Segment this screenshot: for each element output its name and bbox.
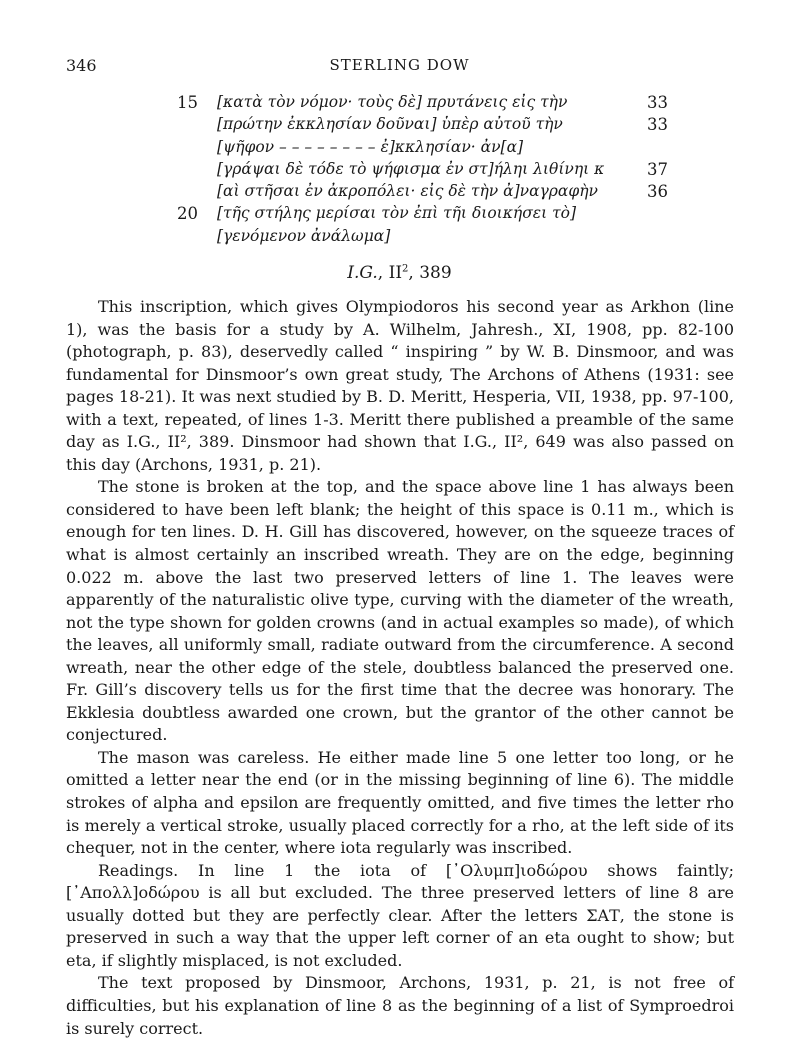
letter-count: 36 <box>647 182 668 202</box>
section-heading: I.G., $II^2$, 389 <box>347 263 452 283</box>
paragraph: The mason was careless. He either made line 5 one letter too long, or he omitted a letter near the end (or in the missing beginning of line 6). The middle strokes of alpha and epsilon are frequently omitted, and five times the letter rho is merely a vertical stroke, usually placed correctly for a rho, at the left side of its chequer, not in the center, where iota regularly was inscribed. <box>66 747 734 858</box>
paragraph: Readings. In line 1 the iota of [᾿Ολυμπ]ιοδώρου shows faintly; [᾿Απολλ]οδώρου is all but excluded. The three preserved letters of line 8 are usually dotted but they are perfectly clear. After the letters ΣΑΤ, the stone is preserved in such a way that the upper left corner of an eta ought to show; but eta, if slightly misplaced, is not excluded. <box>66 860 734 970</box>
paragraph: This inscription, which gives Olympiodoros his second year as Arkhon (line 1), was the basis for a study by A. Wilhelm, Jahresh., XI, 1908, pp. 82-100 (photograph, p. 83), deservedly called “ inspiring ” by W. B. Dinsmoor, and was fundamental for Dinsmoor’s own great study, The Archons of Athens (1931: see pages 18-21). It was next studied by B. D. Meritt, Hesperia, VII, 1938, pp. 97-100, with a text, repeated, of lines 1-3. Meritt there published a preamble of the same day as I.G., II², 389. Dinsmoor had shown that I.G., II², 649 was also passed on this day (Archons, 1931, p. 21). <box>66 297 734 474</box>
inscription-line <box>0 93 799 115</box>
line-number: 20 <box>177 204 198 224</box>
inscription-line-text: [κατὰ τὸν νόμον· τοὺς δὲ] πρυτάνεις εἰς τὴν <box>217 93 568 111</box>
inscription-line <box>0 204 799 226</box>
inscription-line-text: [πρώτην ἐκκλησίαν δοῦναι] ὑπὲρ αὐτοῦ τὴν <box>217 115 563 134</box>
inscription-line-text: [τῆς στήλης μερίσαι τὸν ἐπὶ τῆι διοικήσει τὸ] <box>217 204 577 223</box>
inscription-line <box>0 160 799 182</box>
heading-edition: 2 <box>402 263 409 275</box>
line-number: 15 <box>177 93 198 112</box>
paragraph: The text proposed by Dinsmoor, Archons, 1931, p. 21, is not free of difficulties, but his explanation of line 8 as the beginning of a list of Symproedroi is surely correct. <box>66 973 734 1038</box>
running-title: STERLING DOW <box>329 56 470 74</box>
inscription-line-text: [γράψαι δὲ τόδε τὸ ψήφισμα ἐν στ]ήληι λιθίνηι κ <box>217 159 605 178</box>
inscription-line <box>0 138 799 160</box>
heading-series: I.G. <box>347 263 378 283</box>
inscription-line-text: [γενόμενον ἀνάλωμα] <box>217 226 391 245</box>
letter-count: 37 <box>647 159 668 179</box>
page-number: 346 <box>66 56 97 75</box>
letter-count: 33 <box>647 115 668 135</box>
inscription-line <box>0 115 799 137</box>
inscription-line <box>0 182 799 204</box>
inscription-text <box>0 93 799 249</box>
inscription-line-text: [ψῆφον – – – – – – – – ἐ]κκλησίαν· ἀν[α] <box>217 137 524 156</box>
inscription-line <box>0 227 799 249</box>
inscription-line-text: [αὶ στῆσαι ἐν ἀκροπόλει· εἰς δὲ τὴν ἀ]ναγραφὴν <box>217 182 598 201</box>
heading-volume: II <box>388 263 403 283</box>
page-header <box>66 56 733 80</box>
body-text <box>66 296 734 1040</box>
paragraph: The stone is broken at the top, and the space above line 1 has always been considered to have been left blank; the height of this space is 0.11 m., which is enough for ten lines. D. H. Gill has discovered, however, on the squeeze traces of what is almost certainly an inscribed wreath. They are on the edge, beginning 0.022 m. above the last two preserved letters of line 1. The leaves were apparently of the naturalistic olive type, curving with the diameter of the wreath, not the type shown for golden crowns (and in actual examples so made), of which the leaves, all uniformly small, radiate outward from the circumference. A second wreath, near the other edge of the stele, doubtless balanced the preserved one. Fr. Gill’s discovery tells us for the first time that the decree was honorary. The Ekklesia doubtless awarded one crown, but the grantor of the other cannot be conjectured. <box>66 477 734 745</box>
heading-number: 389 <box>419 263 452 283</box>
letter-count: 33 <box>647 93 668 112</box>
